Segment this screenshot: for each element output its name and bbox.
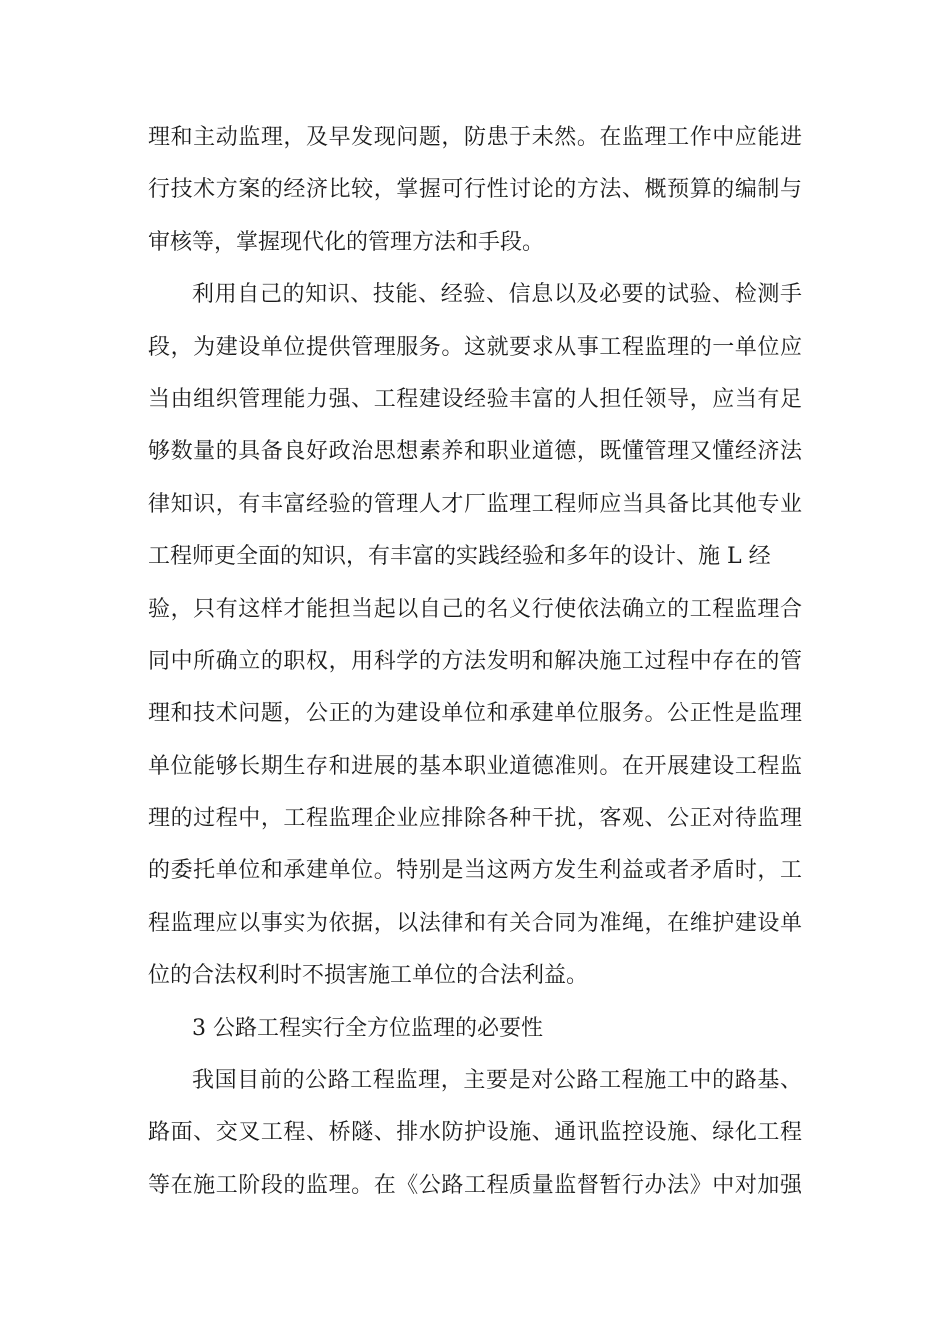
text-line: 理的过程中，工程监理企业应排除各种干扰，客观、公正对待监理 bbox=[148, 806, 802, 832]
text-line: 同中所确立的职权，用科学的方法发明和解决施工过程中存在的管 bbox=[148, 648, 802, 674]
text-line: 我国目前的公路工程监理，主要是对公路工程施工中的路基、 bbox=[192, 1068, 802, 1094]
text-line: 单位能够长期生存和进展的基本职业道德准则。在开展建设工程监 bbox=[148, 753, 802, 779]
text-line: 律知识，有丰富经验的管理人才厂监理工程师应当具备比其他专业 bbox=[148, 491, 802, 517]
text-line: 行技术方案的经济比较，掌握可行性讨论的方法、概预算的编制与 bbox=[148, 177, 802, 203]
text-line: 的委托单位和承建单位。特别是当这两方发生利益或者矛盾时，工 bbox=[148, 858, 802, 884]
body-text bbox=[148, 118, 802, 1218]
text-line: 位的合法权利时不损害施工单位的合法利益。 bbox=[148, 963, 589, 989]
text-line: 段，为建设单位提供管理服务。这就要求从事工程监理的一单位应 bbox=[148, 334, 802, 360]
text-line: 验，只有这样才能担当起以自己的名义行使依法确立的工程监理合 bbox=[148, 596, 802, 622]
text-line: 当由组织管理能力强、工程建设经验丰富的人担任领导，应当有足 bbox=[148, 386, 802, 412]
text-line: 理和主动监理，及早发现问题，防患于未然。在监理工作中应能进 bbox=[148, 125, 802, 150]
text-line: 利用自己的知识、技能、经验、信息以及必要的试验、检测手 bbox=[192, 282, 802, 308]
text-line: 路面、交叉工程、桥隧、排水防护设施、通讯监控设施、绿化工程 bbox=[148, 1120, 802, 1146]
text-line: 理和技术问题，公正的为建设单位和承建单位服务。公正性是监理 bbox=[148, 701, 802, 727]
text-line: 工程师更全面的知识，有丰富的实践经验和多年的设计、施 L 经 bbox=[148, 544, 771, 570]
text-line: 够数量的具备良好政治思想素养和职业道德，既懂管理又懂经济法 bbox=[148, 439, 802, 465]
text-line: 3 公路工程实行全方位监理的必要性 bbox=[192, 1015, 543, 1041]
text-line: 审核等，掌握现代化的管理方法和手段。 bbox=[148, 229, 545, 255]
text-line: 等在施工阶段的监理。在《公路工程质量监督暂行办法》中对加强 bbox=[148, 1172, 802, 1198]
text-line: 程监理应以事实为依据，以法律和有关合同为准绳，在维护建设单 bbox=[148, 910, 802, 936]
